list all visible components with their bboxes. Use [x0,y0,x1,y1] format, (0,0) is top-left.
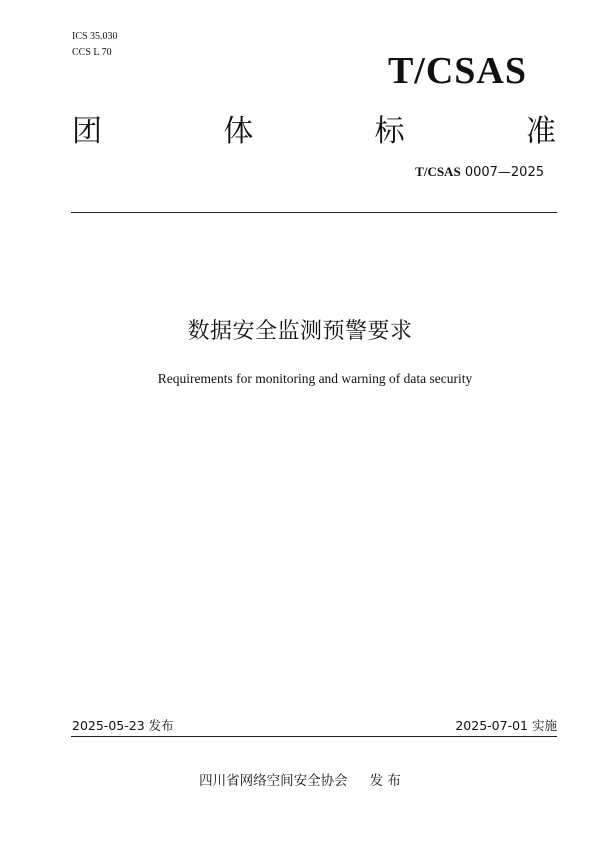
organization-code: T/CSAS [387,50,527,92]
title-chinese: 数据安全监测预警要求 [187,319,413,344]
issue-date-label: 发布 [148,718,174,733]
standard-type-char: 标 [374,114,405,149]
publisher-action: 发 布 [369,773,401,789]
standard-number [415,163,544,182]
standard-type-heading [72,112,556,152]
publisher-line [0,772,600,790]
ccs-code: CCS L 70 [72,47,112,58]
top-divider [71,212,557,213]
publisher-name: 四川省网络空间安全协会 [199,773,348,789]
standard-type-char: 体 [223,114,254,149]
implementation-date [455,718,557,734]
classification-codes [72,30,118,62]
standard-number-value: 0007—2025 [464,165,544,180]
issue-date-value: 2025-05-23 [72,718,145,733]
title-english: Requirements for monitoring and warning of data security [157,371,473,386]
implementation-date-label: 实施 [531,718,557,733]
standard-number-prefix: T/CSAS [415,164,461,179]
issue-date [72,718,174,734]
implementation-date-value: 2025-07-01 [455,718,528,733]
standard-type-char: 准 [525,114,556,149]
ics-code: ICS 35.030 [72,31,118,42]
bottom-divider [71,736,557,737]
standard-type-char: 团 [72,114,102,149]
